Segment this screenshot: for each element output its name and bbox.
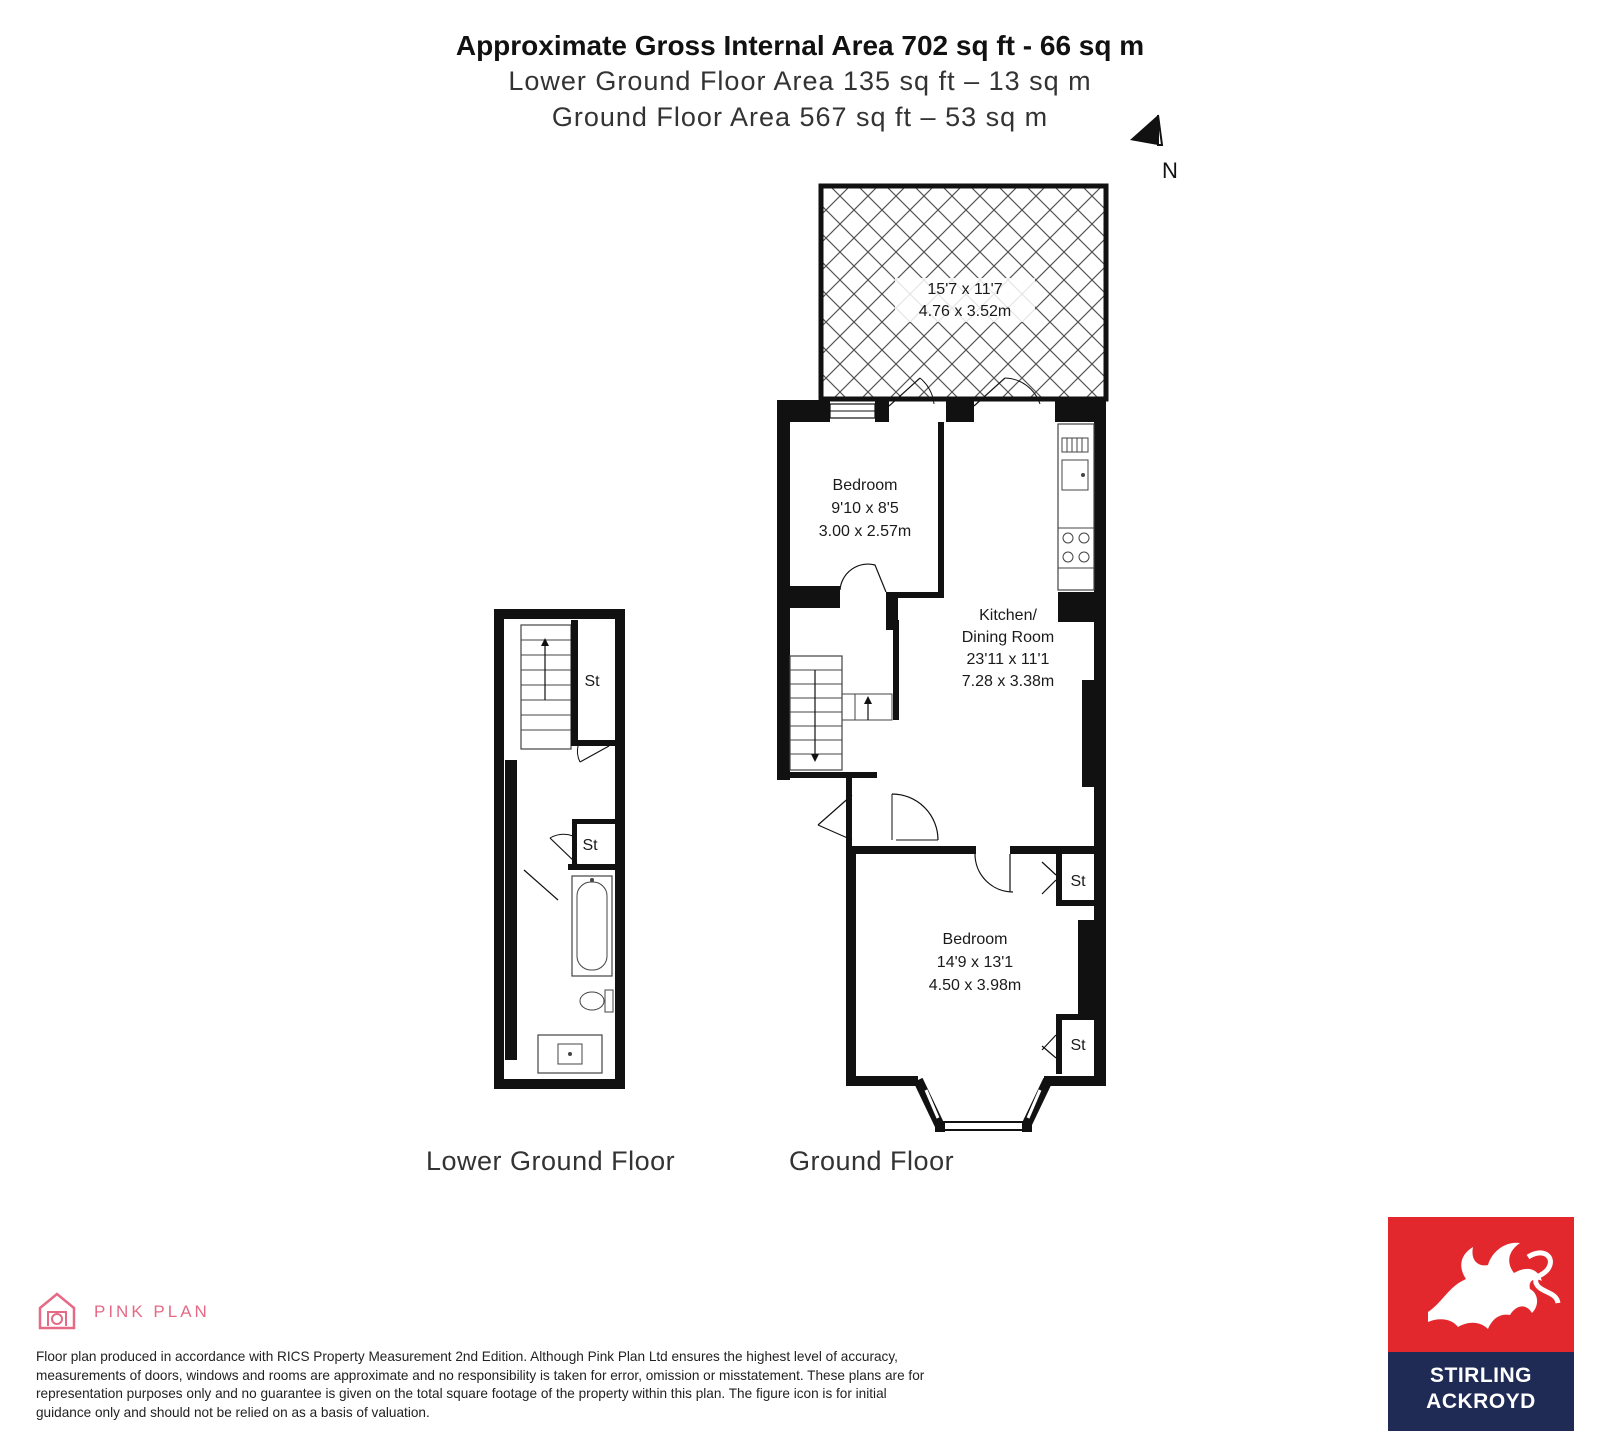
lg-store-1-label: St bbox=[584, 673, 600, 690]
logo-line-1: STIRLING bbox=[1430, 1364, 1532, 1387]
pink-plan-name: PINK PLAN bbox=[94, 1302, 210, 1321]
logo-red-panel bbox=[1388, 1217, 1574, 1352]
ground-floor-title: Ground Floor bbox=[789, 1146, 955, 1176]
ground-floor-plan bbox=[777, 186, 1106, 1132]
gf-store-2-label: St bbox=[1070, 1037, 1086, 1054]
lower-ground-floor-title: Lower Ground Floor bbox=[426, 1146, 676, 1176]
bedroom-front-imperial: 14'9 x 13'1 bbox=[936, 954, 1014, 971]
bedroom-rear-name: Bedroom bbox=[832, 477, 898, 494]
lg-store-2-label: St bbox=[582, 837, 598, 854]
lower-ground-area: Lower Ground Floor Area 135 sq ft – 13 sq m bbox=[508, 66, 1092, 96]
bedroom-rear-imperial: 9'10 x 8'5 bbox=[831, 500, 899, 517]
bedroom-front-metric: 4.50 x 3.98m bbox=[928, 977, 1022, 994]
stairs-icon bbox=[790, 656, 892, 770]
griffin-icon bbox=[1388, 1217, 1574, 1352]
kitchen-counter-icon bbox=[1058, 424, 1094, 590]
kitchen-name-1: Kitchen/ bbox=[979, 607, 1037, 624]
terrace-metric: 4.76 x 3.52m bbox=[918, 303, 1012, 320]
toilet-icon bbox=[580, 990, 613, 1012]
stairs-icon bbox=[521, 625, 571, 749]
kitchen-metric: 7.28 x 3.38m bbox=[961, 673, 1055, 690]
gf-store-1-label: St bbox=[1070, 873, 1086, 890]
logo-line-2: ACKROYD bbox=[1426, 1390, 1536, 1413]
terrace-imperial: 15'7 x 11'7 bbox=[927, 281, 1003, 298]
lower-ground-floor-plan bbox=[499, 614, 620, 1084]
north-arrow-icon bbox=[1130, 115, 1178, 183]
bedroom-front-name: Bedroom bbox=[942, 931, 1008, 948]
gross-area-title: Approximate Gross Internal Area 702 sq ft - 66 sq m bbox=[455, 30, 1145, 61]
bathtub-icon bbox=[572, 876, 612, 976]
ground-area: Ground Floor Area 567 sq ft – 53 sq m bbox=[551, 102, 1049, 132]
compass-label: N bbox=[1162, 158, 1178, 183]
kitchen-name-2: Dining Room bbox=[961, 629, 1055, 646]
disclaimer-text: Floor plan produced in accordance with RICS Property Measurement 2nd Edition. Although Pink Plan Ltd ensures the highest level of accuracy, measurements of doors, windows and rooms are approximate and no responsibility is taken for error, omission or misstatement. These plans are for representation purposes only and no guarantee is given on the total square footage of the property within this plan. The figure icon is for initial guidance only and should not be relied on as a basis of valuation. bbox=[36, 1349, 925, 1420]
pink-plan-brand bbox=[36, 1290, 236, 1334]
pink-plan-house-icon bbox=[36, 1290, 78, 1332]
kitchen-imperial: 23'11 x 11'1 bbox=[966, 651, 1050, 668]
bedroom-rear-metric: 3.00 x 2.57m bbox=[818, 523, 912, 540]
stirling-ackroyd-logo bbox=[1388, 1217, 1574, 1431]
sink-icon bbox=[538, 1035, 602, 1073]
hob-icon bbox=[1058, 528, 1094, 568]
